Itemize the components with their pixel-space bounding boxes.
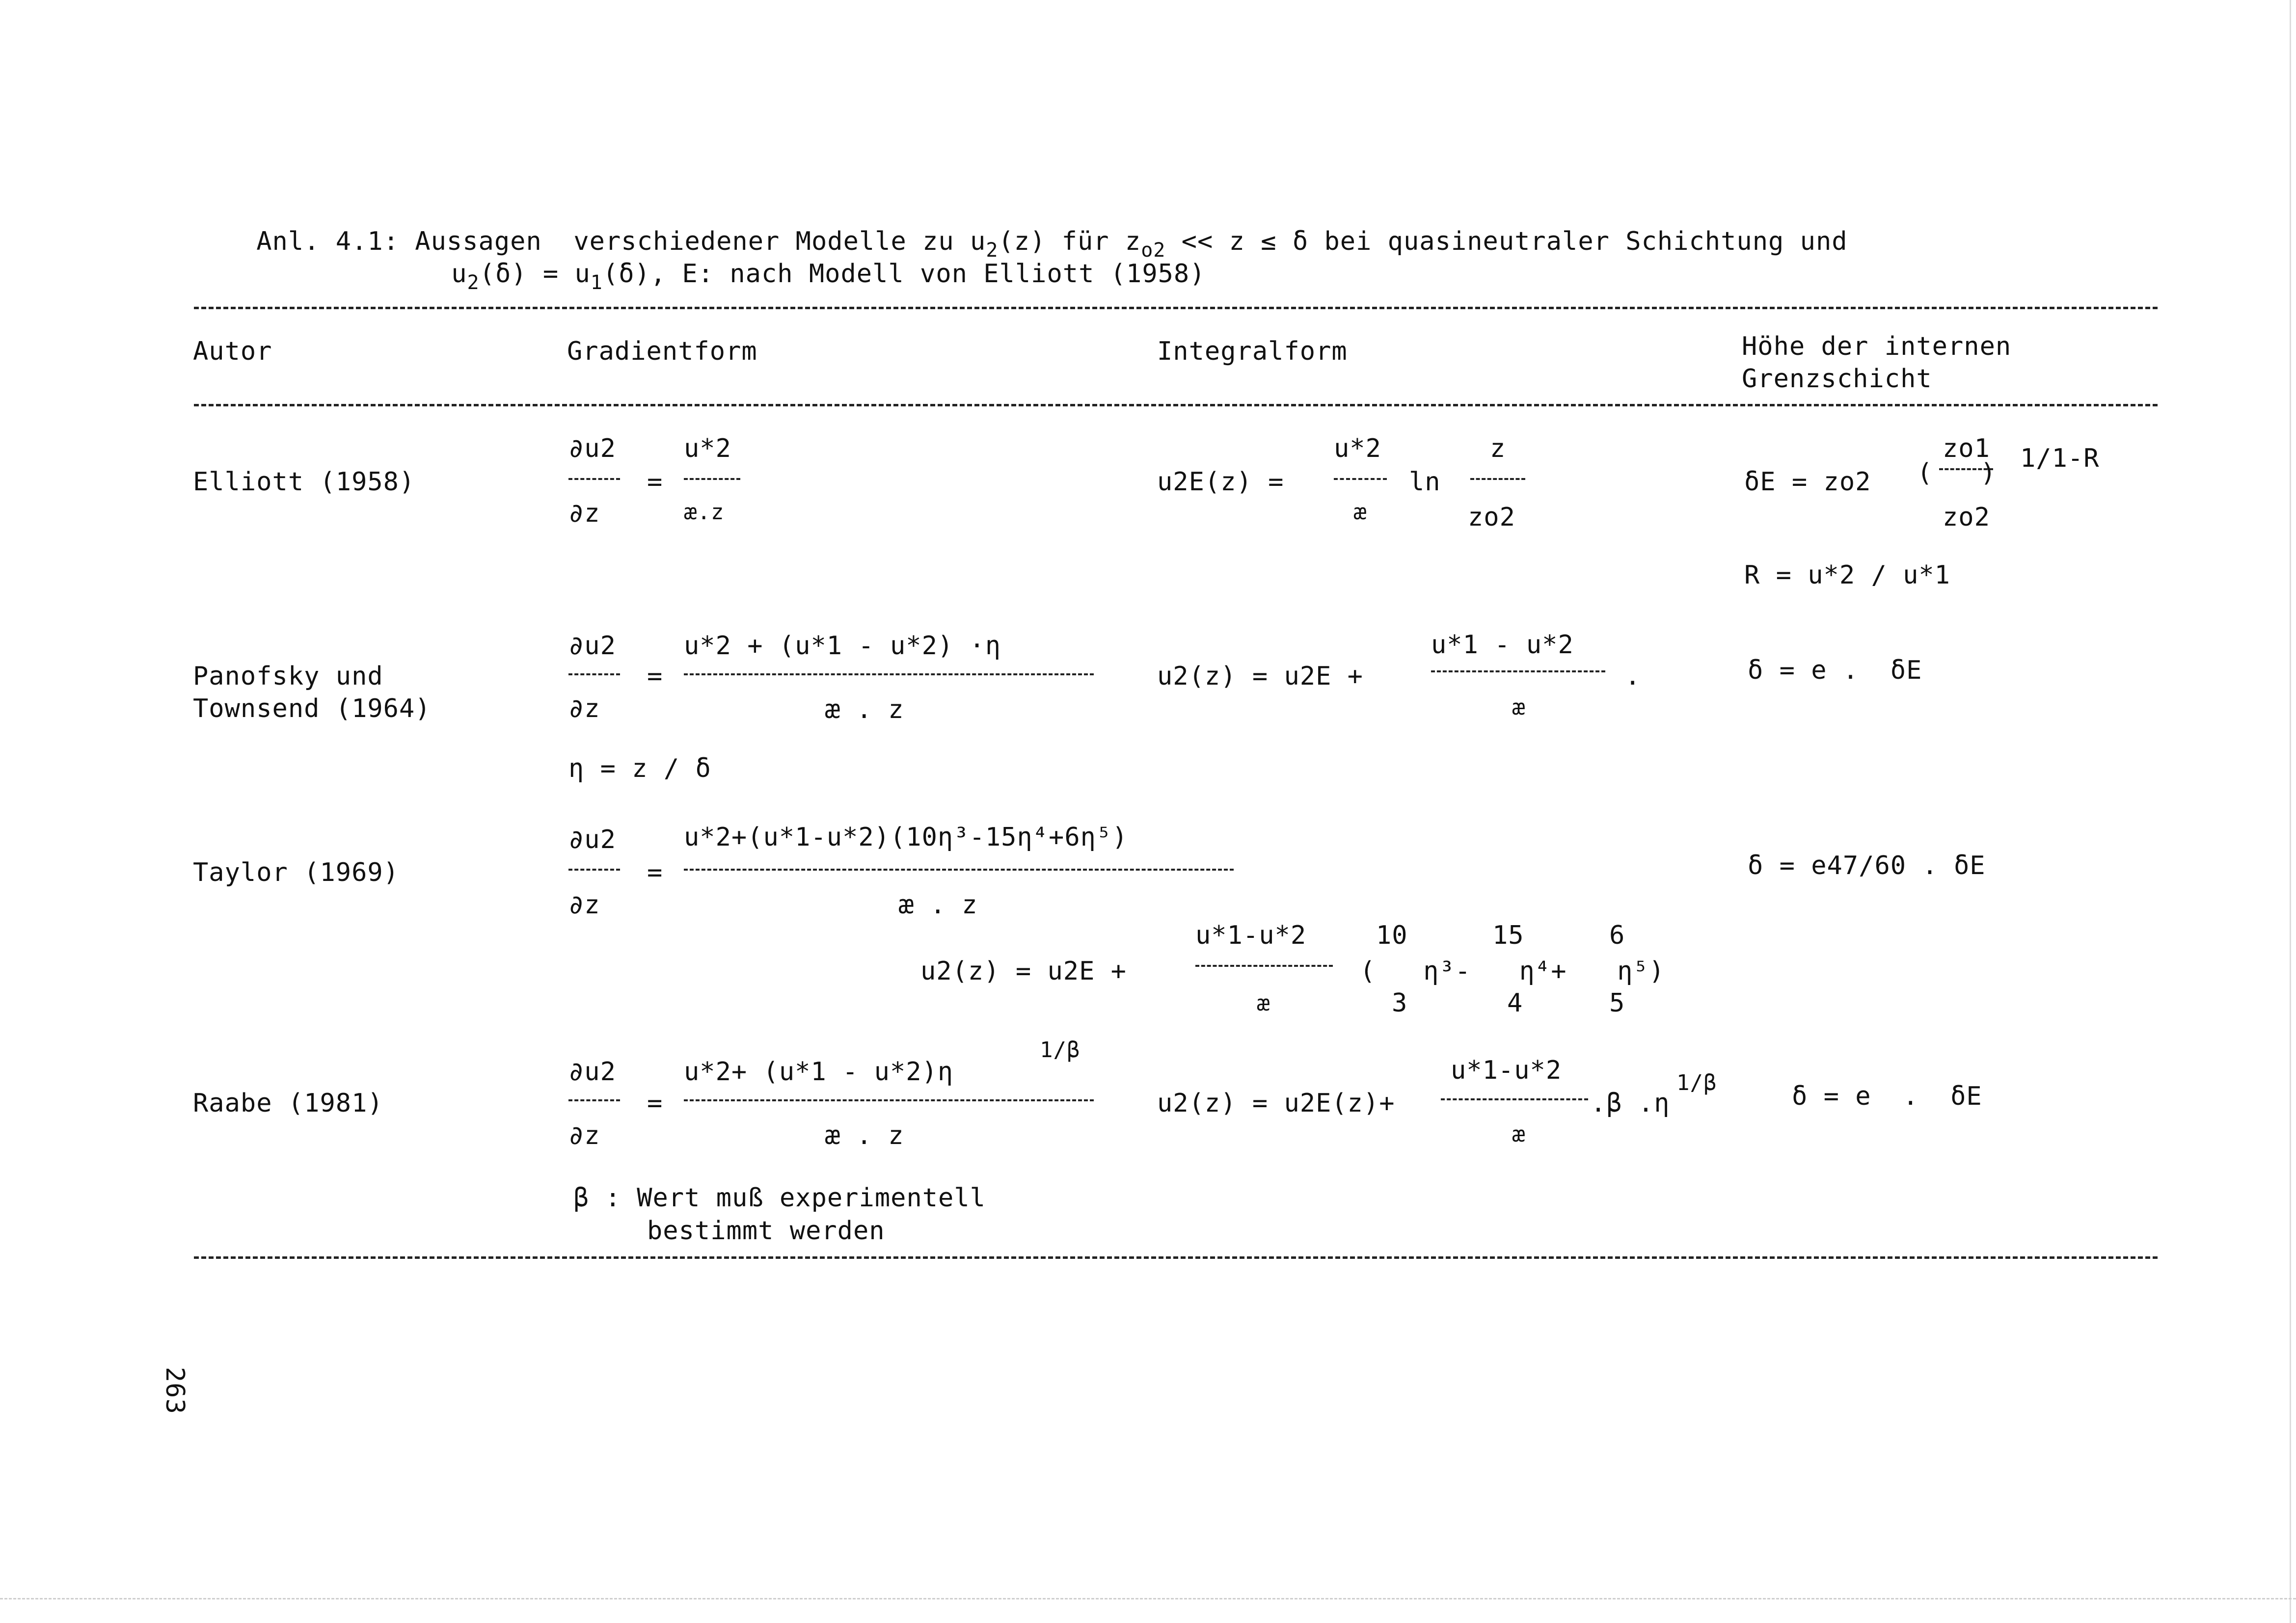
fraction-bar xyxy=(568,869,620,871)
raabe-grad-den-left: ∂z xyxy=(568,1121,600,1150)
elliott-grad-num-left: ∂u2 xyxy=(568,434,616,463)
elliott-grad-num-right: u*2 xyxy=(684,434,731,463)
table-rule-bottom xyxy=(194,1256,2158,1259)
beta-note-2: bestimmt werden xyxy=(647,1216,885,1246)
header-autor: Autor xyxy=(193,337,272,366)
taylor-grad-den-right: æ . z xyxy=(898,890,978,920)
panofsky-integral-dot: . xyxy=(1625,662,1641,691)
author-panofsky-2: Townsend (1964) xyxy=(193,694,431,723)
panofsky-grad-num-right: u*2 + (u*1 - u*2) ·η xyxy=(684,631,1001,661)
fraction-bar xyxy=(684,478,740,480)
raabe-integral-tail: .β .η xyxy=(1591,1089,1670,1118)
elliott-r-definition: R = u*2 / u*1 xyxy=(1744,560,1950,590)
taylor-coef-num-1: 10 xyxy=(1376,921,1408,950)
elliott-integral-den-1: æ xyxy=(1353,500,1367,525)
header-hoehe-1: Höhe der internen xyxy=(1742,332,2012,361)
fraction-bar xyxy=(1431,670,1605,672)
table-rule-header xyxy=(194,404,2158,406)
equals-sign: = xyxy=(647,662,663,691)
elliott-grad-den-left: ∂z xyxy=(568,499,600,528)
scan-edge-bottom xyxy=(0,1598,2296,1599)
elliott-integral-lhs: u2E(z) = xyxy=(1157,467,1284,497)
elliott-integral-den-2: zo2 xyxy=(1468,503,1515,532)
equals-sign: = xyxy=(647,467,663,497)
eta-definition: η = z / δ xyxy=(568,754,711,783)
elliott-height-num: zo1 xyxy=(1943,434,1990,463)
fraction-bar xyxy=(568,673,620,675)
taylor-grad-num-left: ∂u2 xyxy=(568,825,616,854)
scan-edge-right xyxy=(2290,0,2291,1623)
elliott-integral-num-2: z xyxy=(1490,434,1506,463)
elliott-integral-num-1: u*2 xyxy=(1334,434,1381,463)
elliott-grad-den-right: æ.z xyxy=(684,500,725,525)
taylor-grad-den-left: ∂z xyxy=(568,890,600,920)
panofsky-integral-lhs: u2(z) = u2E + xyxy=(1157,662,1363,691)
taylor-coef-den-2: 4 xyxy=(1507,988,1523,1018)
panofsky-grad-num-left: ∂u2 xyxy=(568,631,616,661)
taylor-coef-num-2: 15 xyxy=(1492,921,1524,950)
fraction-bar xyxy=(684,1099,1094,1101)
author-taylor: Taylor (1969) xyxy=(193,858,399,887)
panofsky-integral-num: u*1 - u*2 xyxy=(1431,630,1574,660)
raabe-integral-lhs: u2(z) = u2E(z)+ xyxy=(1157,1089,1395,1118)
taylor-integral-den: æ xyxy=(1257,991,1270,1016)
page-number: 263 xyxy=(160,1367,189,1414)
caption-line-2: $u_2(\delta) = u_1(\delta)$, E: nach Modell von Elliott (1958) xyxy=(451,259,1206,294)
elliott-integral-ln: ln xyxy=(1409,467,1441,497)
author-panofsky-1: Panofsky und xyxy=(193,662,383,691)
author-raabe: Raabe (1981) xyxy=(193,1089,383,1118)
taylor-coef-den-1: 3 xyxy=(1392,988,1408,1018)
taylor-coef-term-3: η⁵) xyxy=(1601,957,1665,986)
fraction-bar xyxy=(684,673,1094,675)
equals-sign: = xyxy=(647,1089,663,1118)
fraction-bar xyxy=(1334,478,1387,480)
raabe-integral-den: æ xyxy=(1512,1122,1526,1147)
author-elliott: Elliott (1958) xyxy=(193,467,415,497)
taylor-grad-num-right: u*2+(u*1-u*2)(10η³-15η⁴+6η⁵) xyxy=(684,823,1128,852)
raabe-grad-num-left: ∂u2 xyxy=(568,1057,616,1087)
elliott-height-den: zo2 xyxy=(1943,503,1990,532)
raabe-height: δ = e . δE xyxy=(1792,1082,1982,1111)
raabe-integral-num: u*1-u*2 xyxy=(1451,1056,1562,1085)
elliott-height-exponent: 1/1-R xyxy=(2020,444,2100,473)
panofsky-grad-den-left: ∂z xyxy=(568,694,600,723)
raabe-integral-exponent: 1/β xyxy=(1676,1070,1717,1095)
header-gradientform: Gradientform xyxy=(567,337,757,366)
header-hoehe-2: Grenzschicht xyxy=(1742,364,1932,394)
table-rule-top xyxy=(194,307,2158,309)
fraction-bar xyxy=(1470,478,1525,480)
fraction-bar xyxy=(684,869,1234,871)
fraction-bar xyxy=(568,478,620,480)
taylor-coef-term-1: ( η³- xyxy=(1360,957,1471,986)
taylor-coef-term-2: η⁴+ xyxy=(1487,957,1567,986)
equals-sign: = xyxy=(647,858,663,887)
taylor-integral-lhs: u2(z) = u2E + xyxy=(920,957,1127,986)
panofsky-grad-den-right: æ . z xyxy=(825,695,904,724)
elliott-height-lhs: δE = zo2 xyxy=(1744,467,1871,497)
panofsky-integral-den: æ xyxy=(1512,695,1526,720)
raabe-grad-num-right: u*2+ (u*1 - u*2)η xyxy=(684,1057,954,1087)
fraction-bar xyxy=(568,1099,620,1101)
header-integralform: Integralform xyxy=(1157,337,1348,366)
taylor-integral-num: u*1-u*2 xyxy=(1195,921,1307,950)
taylor-height: δ = e47/60 . δE xyxy=(1748,851,1986,880)
elliott-height-paren: ( ) xyxy=(1917,458,1997,488)
panofsky-height: δ = e . δE xyxy=(1748,656,1922,685)
raabe-grad-exponent: 1/β xyxy=(1040,1038,1080,1063)
caption-line-1: Anl. 4.1: Aussagen verschiedener Modelle zu $u_2(z)$ für $z_{o2} << z \le \delta$ bei quasineutraler Schichtung und xyxy=(256,227,1848,262)
fraction-bar xyxy=(1195,965,1333,967)
fraction-bar xyxy=(1441,1098,1588,1100)
taylor-coef-den-3: 5 xyxy=(1609,988,1625,1018)
beta-note-1: β : Wert muß experimentell xyxy=(573,1183,986,1213)
taylor-coef-num-3: 6 xyxy=(1609,921,1625,950)
raabe-grad-den-right: æ . z xyxy=(825,1121,904,1150)
